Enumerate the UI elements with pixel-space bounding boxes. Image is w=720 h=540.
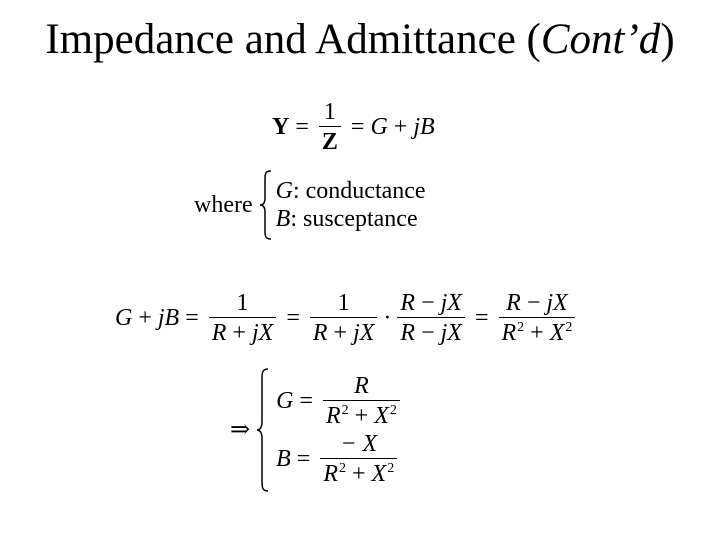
- left-brace-icon: [256, 368, 270, 492]
- resistance-symbol: R: [211, 320, 227, 346]
- fraction-3: [397, 291, 465, 345]
- plus-sign: +: [352, 461, 366, 487]
- equals-sign: =: [185, 305, 199, 331]
- reactance-term: jX: [546, 290, 568, 316]
- resistance-symbol: R: [323, 461, 338, 487]
- plus-sign: +: [530, 320, 544, 346]
- result-list: [276, 372, 404, 488]
- title-text: Impedance and Admittance (: [45, 16, 541, 63]
- minus-sign: −: [421, 290, 435, 316]
- title-italic-text: Cont’d: [540, 16, 661, 63]
- definitions-list: [276, 177, 426, 233]
- reactance-term: jX: [251, 320, 274, 346]
- result-equations: [230, 368, 404, 492]
- equals-sign: =: [296, 446, 311, 472]
- implies-arrow: ⇒: [230, 417, 251, 443]
- susceptance-definition: [276, 207, 426, 231]
- conductance-symbol: G: [115, 305, 133, 331]
- reactance-symbol: X: [549, 320, 565, 346]
- susceptance-denominator: [320, 458, 397, 486]
- susceptance-symbol: B: [275, 206, 291, 232]
- reactance-symbol: X: [374, 403, 389, 429]
- susceptance-label: : susceptance: [290, 206, 418, 232]
- conductance-fraction: [323, 374, 400, 428]
- exponent: 2: [387, 461, 395, 476]
- conductance-label: : conductance: [292, 178, 426, 204]
- derivation-equation: [115, 291, 579, 345]
- equals-sign: =: [299, 388, 313, 414]
- conductance-denominator: [323, 400, 400, 428]
- equals-sign: =: [295, 114, 309, 140]
- susceptance-term: jB: [413, 114, 435, 140]
- plus-sign: +: [354, 403, 369, 429]
- minus-sign: −: [526, 290, 541, 316]
- title-close-paren: ): [660, 16, 675, 63]
- admittance-equation: [272, 100, 435, 154]
- slide-title: [0, 16, 720, 63]
- fraction-4-denominator: [499, 317, 576, 345]
- left-brace-icon: [259, 170, 273, 240]
- resistance-symbol: R: [400, 320, 416, 346]
- fraction-2-numerator: 1: [337, 290, 350, 316]
- resistance-symbol: R: [501, 320, 517, 346]
- conductance-symbol: G: [276, 388, 294, 414]
- admittance-symbol: Y: [272, 114, 290, 140]
- impedance-symbol: Z: [319, 126, 341, 154]
- equals-sign: =: [350, 114, 365, 140]
- fraction-2: [310, 291, 378, 345]
- exponent: 2: [389, 403, 397, 418]
- plus-sign: +: [232, 320, 246, 346]
- conductance-result: [276, 374, 404, 428]
- fraction-3-numerator: [397, 291, 465, 317]
- susceptance-fraction: [320, 432, 397, 486]
- fraction-4-numerator: [503, 291, 571, 317]
- fraction-1-numerator: 1: [236, 290, 249, 316]
- minus-sign: −: [421, 320, 435, 346]
- conductance-symbol: G: [275, 178, 293, 204]
- conductance-definition: [276, 179, 426, 203]
- plus-sign: +: [138, 305, 152, 331]
- resistance-symbol: R: [326, 403, 341, 429]
- multiplication-dot: ·: [383, 305, 392, 331]
- susceptance-result: [276, 432, 404, 486]
- fraction-2-denominator: [310, 317, 378, 345]
- definitions-block: [194, 170, 426, 240]
- where-label: where: [194, 192, 253, 218]
- resistance-symbol: R: [312, 320, 328, 346]
- exponent: 2: [565, 320, 573, 335]
- plus-sign: +: [333, 320, 348, 346]
- conductance-numerator: R: [354, 373, 369, 399]
- resistance-symbol: R: [400, 290, 416, 316]
- fraction-1-denominator: [209, 317, 277, 345]
- fraction-4: [499, 291, 576, 345]
- reactance-symbol: X: [371, 461, 387, 487]
- reciprocal-fraction: [319, 100, 341, 154]
- resistance-symbol: R: [506, 290, 521, 316]
- reactance-term: jX: [440, 320, 462, 346]
- exponent: 2: [339, 461, 346, 476]
- fraction-3-denominator: [397, 317, 465, 345]
- fraction-numerator: 1: [323, 99, 336, 125]
- exponent: 2: [517, 320, 525, 335]
- reactance-term: jX: [353, 320, 375, 346]
- exponent: 2: [341, 403, 349, 418]
- equals-sign: =: [286, 305, 300, 331]
- reactance-term: jX: [440, 290, 462, 316]
- susceptance-symbol: B: [276, 446, 291, 472]
- equals-sign: =: [474, 305, 489, 331]
- plus-sign: +: [393, 114, 408, 140]
- fraction-1: [209, 291, 277, 345]
- susceptance-term: jB: [157, 305, 180, 331]
- susceptance-numerator: − X: [340, 431, 378, 457]
- conductance-symbol: G: [370, 114, 388, 140]
